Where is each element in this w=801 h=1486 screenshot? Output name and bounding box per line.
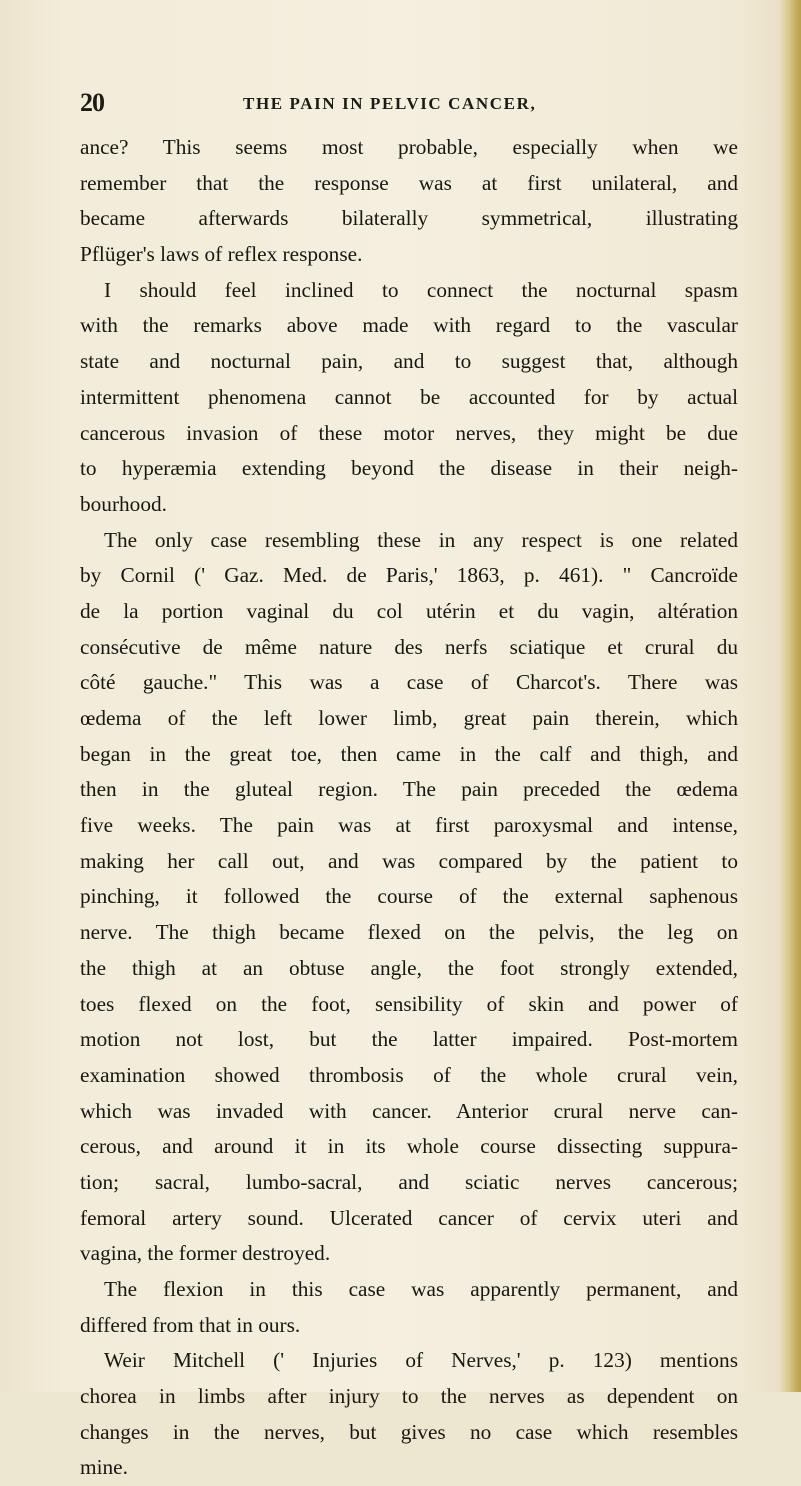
text-line: began in the great toe, then came in the calf and thigh, and [80,741,738,766]
page-header [80,88,735,122]
text-line: with the remarks above made with regard to the vascular [80,313,738,338]
text-line: making her call out, and was compared by the patient to [80,848,738,873]
text-line: The flexion in this case was apparently permanent, and [104,1277,738,1301]
text-line: bourhood. [80,491,167,516]
page-number: 20 [80,88,104,117]
text-line: differed from that in ours. [80,1312,301,1337]
text-line: mine. [80,1455,128,1480]
text-line: by Cornil (' Gaz. Med. de Paris,' 1863, p. 461). " Cancroïde [80,563,738,588]
text-line: vagina, the former destroyed. [80,1241,331,1266]
text-line: nerve. The thigh became flexed on the pelvis, the leg on [80,920,738,945]
page-edge-stain [779,0,801,1392]
text-line: changes in the nerves, but gives no case which resembles [80,1419,738,1444]
text-line: ance? This seems most probable, especially when we [80,135,738,159]
text-line: five weeks. The pain was at first paroxysmal and intense, [80,813,738,838]
text-line: œdema of the left lower limb, great pain therein, which [80,706,738,730]
text-line: tion; sacral, lumbo-sacral, and sciatic nerves cancerous; [80,1169,738,1194]
text-line: I should feel inclined to connect the nocturnal spasm [104,277,738,302]
text-line: remember that the response was at first unilateral, and [80,170,738,195]
text-line: côté gauche." This was a case of Charcot's. There was [80,670,738,695]
text-line: Pflüger's laws of reflex response. [80,242,363,267]
text-line: to hyperæmia extending beyond the disease in their neigh- [80,456,738,481]
text-line: chorea in limbs after injury to the nerves as dependent on [80,1384,738,1409]
body-text [80,130,738,1486]
text-line: examination showed thrombosis of the whole crural vein, [80,1062,738,1087]
text-line: de la portion vaginal du col utérin et du vagin, altération [80,598,738,623]
text-line: the thigh at an obtuse angle, the foot strongly extended, [80,955,738,980]
text-line: cancerous invasion of these motor nerves, they might be due [80,420,738,445]
text-line: state and nocturnal pain, and to suggest that, although [80,349,738,374]
text-line: consécutive de même nature des nerfs sciatique et crural du [80,634,738,659]
text-line: toes flexed on the foot, sensibility of skin and power of [80,991,738,1016]
running-head: THE PAIN IN PELVIC CANCER, [243,94,537,113]
text-line: motion not lost, but the latter impaired. Post-mortem [80,1027,738,1052]
text-line: cerous, and around it in its whole course dissecting suppura- [80,1134,738,1159]
text-line: The only case resembling these in any respect is one related [104,527,738,552]
text-line: femoral artery sound. Ulcerated cancer of cervix uteri and [80,1205,738,1230]
text-line: then in the gluteal region. The pain preceded the œdema [80,777,738,802]
text-line: pinching, it followed the course of the external saphenous [80,884,738,909]
text-line: intermittent phenomena cannot be accounted for by actual [80,384,738,409]
text-line: became afterwards bilaterally symmetrical, illustrating [80,206,738,231]
text-line: Weir Mitchell (' Injuries of Nerves,' p. 123) mentions [104,1348,738,1373]
text-line: which was invaded with cancer. Anterior crural nerve can- [80,1098,738,1123]
